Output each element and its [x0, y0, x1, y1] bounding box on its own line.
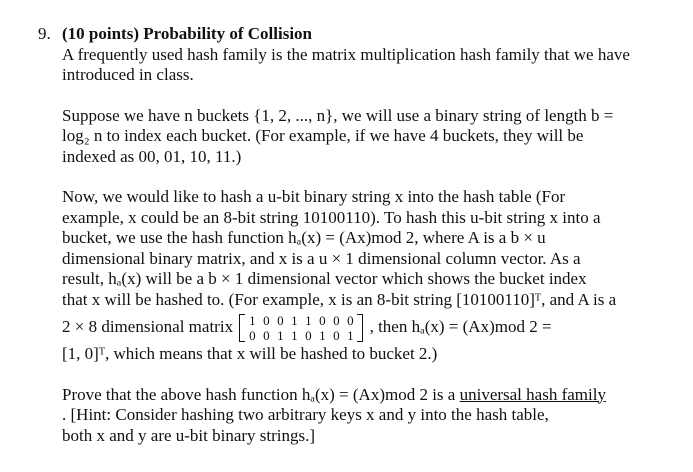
matrix-row-1 — [245, 313, 357, 328]
matrix-cell: 0 — [319, 313, 326, 329]
matrix-cell: 1 — [291, 328, 298, 344]
prove-line-2: both x and y are u-bit binary strings.] — [62, 425, 316, 445]
matrix-line — [62, 310, 682, 344]
hash-line-5: result, hₐ(x) will be a b × 1 dimensional vector which shows the bucket index — [62, 269, 587, 288]
intro-paragraph: A frequently used hash family is the matrix multiplication hash family that we have introduced in class. — [62, 44, 630, 84]
hash-function-paragraph — [62, 187, 682, 365]
prove-prefix: Prove that the above hash function hₐ(x) = (Ax)mod 2 is a — [62, 384, 460, 404]
buckets-line-2: log₂ n to index each bucket. (For example, if we have 4 buckets, they will be — [62, 126, 584, 145]
matrix-cell: 1 — [291, 313, 298, 329]
question-number: 9. — [38, 24, 51, 43]
question-title: (10 points) Probability of Collision — [62, 24, 312, 43]
matrix-cell: 1 — [319, 328, 326, 344]
matrix-cell: 0 — [347, 313, 354, 329]
matrix-prefix: 2 × 8 dimensional matrix — [62, 317, 234, 336]
matrix-row-2 — [245, 328, 357, 343]
matrix-cell: 1 — [347, 328, 354, 344]
buckets-line-3: indexed as 00, 01, 10, 11.) — [62, 146, 242, 166]
prove-rest-line-1: . [Hint: Consider hashing two arbitrary keys x and y into the hash table, — [62, 405, 549, 424]
matrix-cell: 0 — [333, 313, 340, 329]
matrix-cell: 0 — [277, 313, 284, 329]
matrix-cell: 1 — [249, 313, 256, 329]
matrix-cell: 1 — [305, 313, 312, 329]
matrix-suffix: , then hₐ(x) = (Ax)mod 2 = — [369, 317, 552, 336]
universal-hash-family-link: universal hash family — [459, 384, 606, 404]
question-body — [62, 24, 682, 446]
hash-line-6: that x will be hashed to. (For example, x is an 8-bit string [10100110]ᵀ, and A is a — [62, 289, 617, 309]
prove-paragraph — [62, 385, 682, 447]
matrix-cell: 0 — [305, 328, 312, 344]
matrix-a — [239, 313, 363, 343]
matrix-cell: 1 — [277, 328, 284, 344]
matrix-cell: 0 — [333, 328, 340, 344]
matrix-cell: 0 — [263, 328, 270, 344]
buckets-paragraph — [62, 106, 682, 168]
hash-line-1: Now, we would like to hash a u-bit binary string x into the hash table (For — [62, 187, 566, 206]
hash-line-3: bucket, we use the hash function hₐ(x) = (Ax)mod 2, where A is a b × u — [62, 228, 546, 247]
matrix-cell: 0 — [263, 313, 270, 329]
matrix-cell: 0 — [249, 328, 256, 344]
hash-line-2: example, x could be an 8-bit string 10100110). To hash this u-bit string x into a — [62, 207, 601, 227]
hash-line-8: [1, 0]ᵀ, which means that x will be hashed to bucket 2.) — [62, 344, 438, 363]
hash-line-4: dimensional binary matrix, and x is a u × 1 dimensional column vector. As a — [62, 248, 581, 268]
buckets-line-1: Suppose we have n buckets {1, 2, ..., n}, we will use a binary string of length b = — [62, 105, 614, 125]
